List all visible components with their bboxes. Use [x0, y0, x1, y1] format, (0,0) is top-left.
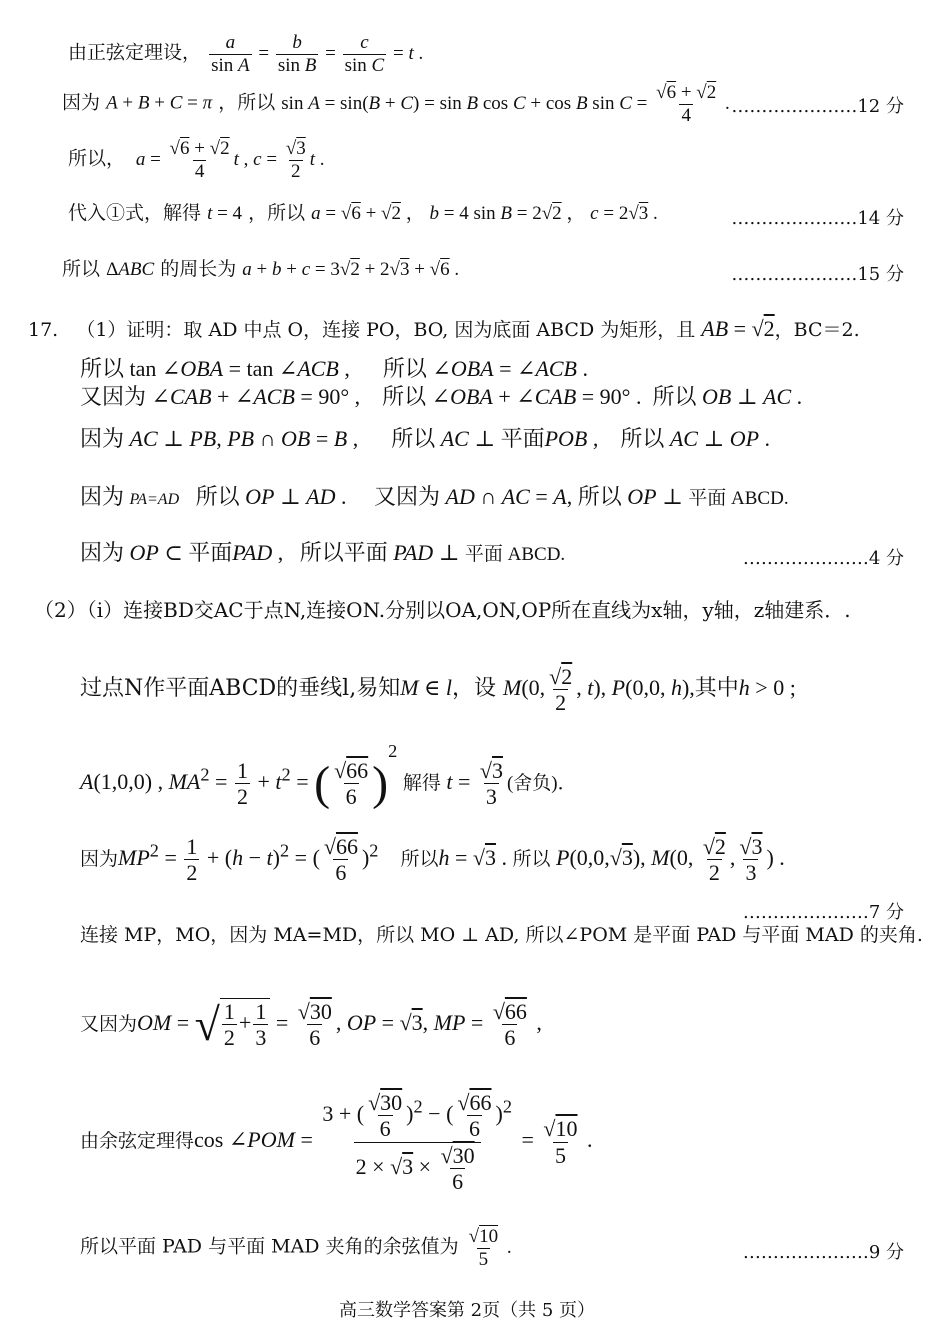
line-plane-perp: 因为 OP ⊂ 平面PAD , 所以平面 PAD ⊥ 平面 ABCD. — [80, 540, 566, 565]
score-12: …………………12 分 — [731, 96, 904, 117]
text: 所以 — [382, 384, 427, 409]
score-15: …………………15 分 — [731, 264, 904, 285]
text: 解得 — [402, 773, 441, 794]
formula: a + b + c = 3√2 + 2√3 + √6 . — [242, 259, 460, 280]
text: 又因为 — [80, 384, 147, 409]
formula: A + B + C = π — [106, 92, 213, 114]
question-number: 17. — [28, 319, 59, 341]
line-ma-squared: A(1,0,0) , $MA^2$ = $\frac{1}{2}$ + $t^2$ = ( $\frac{√66}{6}$ )$^2$ 解得 t = $\frac{√3}{3}$ (舍负)． — [80, 741, 577, 810]
score-14: …………………14 分 — [731, 208, 904, 229]
line-op-ad: 因为 PA=AD 所以 OP ⊥ AD . 又因为 AD ∩ AC = A, 所以 OP ⊥ 平面 ABCD. — [80, 484, 789, 509]
line-setup-coords: 过点N作平面ABCD的垂线l,易知M ∈ l，设 M(0, $\frac{√2}{2}$ , t), P(0,0, h),其中h > 0 ; — [80, 664, 796, 716]
line-angle-pom: 连接 MP，MO，因为 MA=MD，所以 MO ⊥ AD, 所以∠POM 是平面 PAD 与平面 MAD 的夹角. — [80, 924, 923, 946]
text: 所以 — [195, 484, 240, 509]
line-sinA — [62, 82, 730, 127]
text: 平面 ABCD. — [688, 488, 789, 509]
text: 平面 — [188, 540, 233, 565]
line-angles: 又因为 ∠CAB + ∠ACB = 90° , 所以 ∠OBA + ∠CAB = 90° . 所以 OB ⊥ AC . — [80, 384, 803, 409]
text: 所以 — [80, 356, 125, 381]
text: （1）证明：取 AD 中点 O，连接 PO，BO, 因为底面 ABCD 为矩形，且 — [76, 319, 696, 341]
text: 所以 — [512, 848, 551, 870]
text: 因为 — [80, 848, 119, 870]
text: 所以 — [620, 426, 665, 451]
formula: ΔABC — [106, 259, 155, 280]
text: 所以平面 — [299, 540, 388, 565]
line-solve-t — [68, 204, 658, 223]
q17-heading — [28, 318, 860, 340]
text: 所以， — [68, 147, 126, 170]
text: 代入①式，解得 — [68, 202, 202, 224]
text: 由余弦定理得 — [80, 1131, 195, 1153]
line-perimeter — [62, 260, 459, 279]
line-om-op-mp: 又因为OM = √ $\frac{1}{2}$ + $\frac{1}{3}$ = $\frac{√30}{6}$ , OP = √3, MP = $\frac{√66}{6}$ , — [80, 998, 542, 1051]
text: 所以 — [400, 848, 439, 870]
text: 其中 — [694, 675, 739, 701]
text: ，所以 — [248, 202, 306, 224]
line-sine-law — [68, 32, 423, 77]
formula: AB = √2 — [701, 316, 775, 341]
text: 所以 — [652, 384, 697, 409]
line-final-answer: 所以平面 PAD 与平面 MAD 夹角的余弦值为 $\frac{√10}{5}$ . — [80, 1226, 512, 1270]
formula: sin A = sin(B + C) = sin B cos C + cos B sin C = $\frac{√6 + √2}{4}$ . — [281, 82, 730, 126]
formula: a = √6 + √2 ， b = 4 sin B = 2√2 ， c = 2√3 . — [311, 203, 658, 224]
text: 因为 — [80, 426, 125, 451]
text: 所以平面 PAD 与平面 MAD 夹角的余弦值为 — [80, 1235, 459, 1258]
text: 所以 — [391, 426, 436, 451]
text: 平面 ABCD. — [464, 544, 566, 565]
line-cosine-law: 由余弦定理得cos ∠POM = 3 + ( $\frac{√30}{6}$ )$^2$ − ( $\frac{√66}{6}$ )$^2$ 2 × √3 × $\frac{√30}{6}$ = $\frac{√10}{5}$ . — [80, 1090, 593, 1194]
text: 的周长为 — [160, 258, 237, 280]
text: ，所以 — [218, 91, 276, 114]
line-mp-squared: 因为$MP^2$ = $\frac{1}{2}$ + $(h - t)^2$ = ( $\frac{√66}{6}$ )$^2$ 所以h = √3 . 所以 P(0,0,√3), M(0, $\frac{√2}{2}$ , $\frac{√3}{3}$ ) . — [80, 834, 785, 886]
line-tan: 所以 tan ∠OBA = tan ∠ACB , 所以 ∠OBA = ∠ACB . — [80, 356, 588, 381]
text: 所以 — [577, 484, 622, 509]
text: 因为 — [80, 540, 125, 565]
page-footer: 高三数学答案第 2页（共 5 页） — [338, 1300, 596, 1321]
line-perp-plane: 因为 AC ⊥ PB, PB ∩ OB = B , 所以 AC ⊥ 平面POB , 所以 AC ⊥ OP . — [80, 426, 771, 451]
text: 又因为 — [80, 1013, 138, 1035]
text: 过点N作平面ABCD的垂线l,易知 — [80, 675, 401, 701]
text: 因为 — [80, 484, 125, 509]
text: (舍负)． — [506, 773, 577, 794]
text: ，BC＝2. — [774, 319, 860, 341]
text: 平面 — [500, 426, 545, 451]
text: 又因为 — [374, 484, 441, 509]
text: ，设 — [451, 675, 496, 701]
text: 由正弦定理设， — [68, 41, 202, 64]
text: 所以 — [382, 356, 427, 381]
score-7: …………………7 分 — [742, 902, 904, 923]
text: 因为 — [62, 91, 101, 114]
q2-heading: （2）（ⅰ）连接BD交AC于点N,连接ON.分别以OA,ON,OP所在直线为x轴，y轴，z轴建系．. — [34, 598, 851, 622]
formula: a = $\frac{√6 + √2}{4}$ t , c = $\frac{√3}{2}$ t . — [135, 138, 325, 182]
formula: $\frac{a}{\text{sin A}}$ = $\frac{b}{\text{sin B}}$ = $\frac{c}{\text{sin C}}$ = t . — [211, 32, 424, 76]
formula: t = 4 — [207, 203, 243, 224]
line-a-c — [68, 138, 325, 183]
score-4: …………………4 分 — [742, 548, 904, 569]
text: 所以 — [62, 258, 101, 280]
score-9: …………………9 分 — [742, 1242, 904, 1263]
